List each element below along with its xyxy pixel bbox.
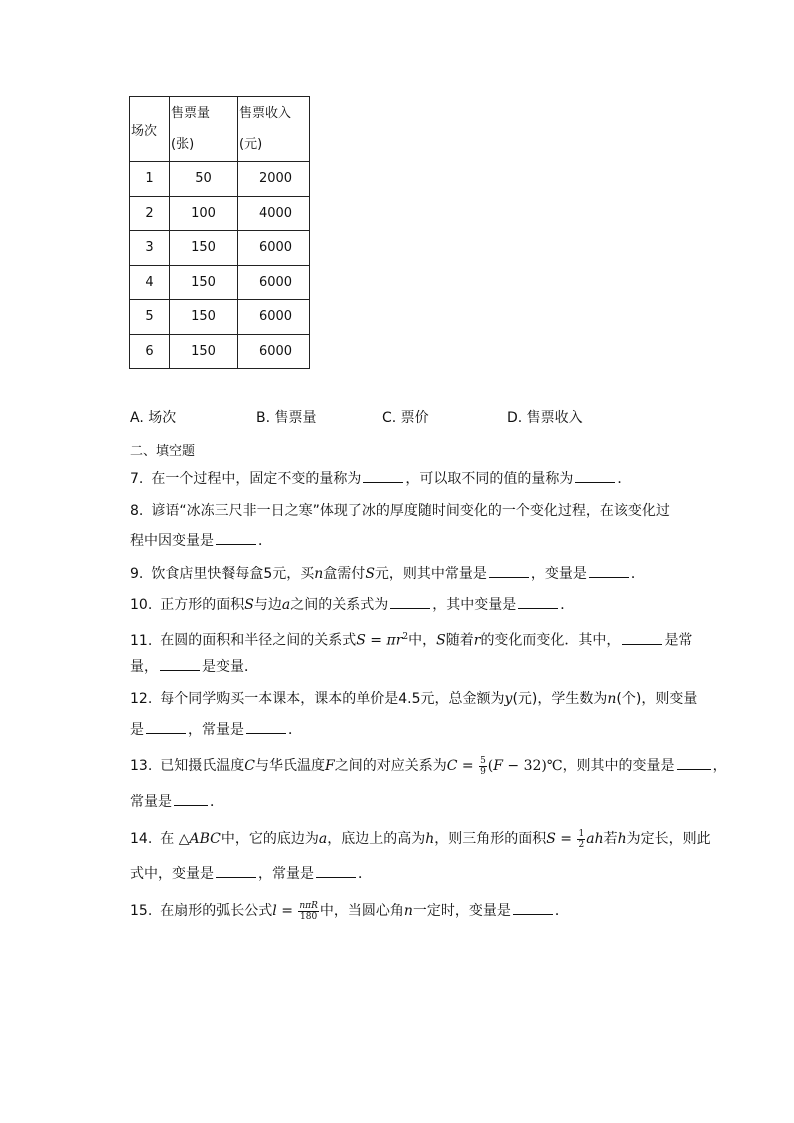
- question-text: ，变量是: [530, 566, 587, 582]
- question-10: [130, 594, 690, 616]
- question-number: 11.: [130, 632, 153, 649]
- answer-blank: [174, 791, 208, 806]
- question-text: 元，则其中常量是: [374, 566, 487, 582]
- table-row: [130, 231, 310, 266]
- math-exponent: 2: [402, 632, 409, 642]
- math-formula: =: [457, 758, 479, 774]
- question-text: 常量是: [130, 794, 172, 810]
- question-14: [130, 828, 711, 850]
- fraction-denominator: 180: [300, 911, 318, 922]
- question-8: [130, 500, 690, 522]
- fraction-denominator: 9: [480, 766, 486, 777]
- question-number: 8.: [130, 503, 144, 519]
- answer-blank: [146, 719, 186, 734]
- question-text: 与华氏温度: [254, 758, 325, 774]
- question-text: 一定时，变量是: [412, 903, 511, 919]
- table-row: [130, 265, 310, 300]
- answer-blank: [390, 594, 430, 609]
- question-text: 的变化而变化．其中，: [480, 632, 621, 649]
- question-text: 饮食店里快餐每盒5元，买: [151, 566, 315, 582]
- math-variable: h: [425, 831, 435, 847]
- question-text: ．: [210, 794, 224, 810]
- math-variable: r: [473, 632, 481, 649]
- question-text: 是常: [664, 632, 693, 649]
- cell-revenue: 4000: [238, 196, 310, 231]
- cell-revenue: 6000: [238, 231, 310, 266]
- cell-session: 2: [130, 196, 170, 231]
- table-header-row: [130, 97, 310, 162]
- question-text: ，则其中的变量是: [562, 758, 675, 774]
- fraction-numerator: 1: [578, 828, 585, 839]
- cell-tickets: 100: [170, 196, 238, 231]
- math-fraction: [479, 756, 487, 777]
- question-text: 在 △: [160, 831, 190, 847]
- question-number: 15.: [130, 903, 153, 919]
- question-text: 随着: [445, 632, 474, 649]
- answer-blank: [489, 563, 529, 578]
- math-formula: − 32)℃: [502, 758, 563, 774]
- question-13: [130, 755, 727, 777]
- math-variable: S: [436, 632, 446, 649]
- question-13-line-2: [130, 791, 690, 813]
- math-variable: S: [244, 597, 254, 613]
- question-8-line-2: [130, 530, 690, 552]
- question-11: [130, 626, 693, 652]
- cell-tickets: 150: [170, 231, 238, 266]
- table-row: [130, 196, 310, 231]
- question-text: ．: [560, 597, 575, 613]
- math-variable: a: [281, 597, 291, 613]
- header-session-label: 场次: [131, 123, 158, 139]
- question-text: ．: [288, 722, 302, 738]
- question-text: ，可以取不同的值的量称为: [405, 471, 574, 487]
- cell-tickets: 50: [170, 162, 238, 197]
- question-text: ，常量是: [258, 866, 314, 882]
- cell-revenue: 6000: [238, 265, 310, 300]
- cell-revenue: 6000: [238, 300, 310, 335]
- question-15: [130, 900, 690, 922]
- question-12-line-2: [130, 719, 690, 741]
- question-number: 14.: [130, 831, 153, 847]
- math-variable: h: [617, 831, 627, 847]
- question-text: ．: [630, 566, 645, 582]
- header-tickets-sold: [170, 97, 238, 162]
- cell-revenue: 6000: [238, 334, 310, 369]
- question-14-line-2: [130, 863, 690, 885]
- question-text: ，常量是: [188, 722, 244, 738]
- fraction-denominator: 2: [578, 839, 585, 850]
- ticket-sales-table: [129, 96, 310, 369]
- question-text: 式中，变量是: [130, 866, 214, 882]
- answer-blank: [513, 900, 553, 915]
- answer-options: [130, 407, 650, 427]
- math-formula: S: [356, 632, 366, 649]
- cell-session: 1: [130, 162, 170, 197]
- header-revenue-unit: (元): [239, 137, 263, 152]
- math-formula: l: [272, 903, 277, 919]
- fraction-numerator: nπR: [299, 900, 318, 911]
- question-number: 12.: [130, 691, 153, 707]
- answer-blank: [216, 863, 256, 878]
- answer-blank: [589, 563, 629, 578]
- question-text: 程中因变量是: [130, 533, 214, 549]
- question-text: 是: [130, 722, 144, 738]
- question-text: 盒需付: [323, 566, 366, 582]
- math-formula: ah: [586, 831, 604, 847]
- fraction-numerator: 5: [480, 755, 486, 766]
- question-text: ．: [358, 866, 372, 882]
- answer-blank: [363, 468, 403, 483]
- cell-tickets: 150: [170, 334, 238, 369]
- answer-blank: [575, 468, 615, 483]
- question-text: 之间的关系式为: [290, 597, 389, 613]
- cell-session: 5: [130, 300, 170, 335]
- question-text: ，: [712, 758, 727, 774]
- question-text: 量，: [130, 659, 158, 675]
- question-text: ．: [258, 533, 272, 549]
- cell-revenue: 2000: [238, 162, 310, 197]
- header-revenue: [238, 97, 310, 162]
- question-number: 10.: [130, 597, 153, 613]
- table-row: [130, 300, 310, 335]
- math-formula: S: [546, 831, 556, 847]
- math-formula: =: [276, 903, 298, 919]
- option-d: D. 售票收入: [507, 410, 583, 426]
- question-text: 在圆的面积和半径之间的关系式: [160, 632, 357, 649]
- answer-blank: [622, 630, 662, 645]
- header-revenue-label: 售票收入: [239, 106, 292, 121]
- question-text: 每个同学购买一本课本，课本的单价是4.5元，总金额为: [160, 691, 505, 707]
- question-text: 在一个过程中，固定不变的量称为: [151, 471, 362, 487]
- header-tickets-sold-label: 售票量: [171, 106, 211, 121]
- math-variable: F: [324, 758, 335, 774]
- answer-blank: [216, 530, 256, 545]
- answer-blank: [246, 719, 286, 734]
- math-formula: C: [446, 758, 458, 774]
- question-text: (个)，则变量: [616, 691, 698, 707]
- question-text: 正方形的面积: [160, 597, 245, 613]
- header-session: [130, 97, 170, 162]
- question-9: [130, 563, 690, 585]
- question-number: 7.: [130, 471, 144, 487]
- math-variable: n: [314, 566, 324, 582]
- cell-tickets: 150: [170, 300, 238, 335]
- question-number: 9.: [130, 566, 144, 582]
- option-c: C. 票价: [382, 410, 429, 426]
- cell-tickets: 150: [170, 265, 238, 300]
- question-text: 是变量．: [202, 659, 258, 675]
- math-variable: n: [607, 691, 617, 707]
- option-a: A. 场次: [130, 410, 177, 426]
- answer-blank: [518, 594, 558, 609]
- question-text: 中，当圆心角: [319, 903, 404, 919]
- table-row: [130, 162, 310, 197]
- header-tickets-sold-unit: (张): [171, 137, 195, 152]
- answer-blank: [160, 656, 200, 671]
- math-formula: (: [487, 758, 494, 774]
- question-text: (元)，学生数为: [512, 691, 608, 707]
- math-fraction: [577, 829, 585, 850]
- math-variable: y: [504, 691, 513, 707]
- question-text: ，底边上的高为: [327, 831, 426, 847]
- section-title: 二、填空题: [130, 444, 196, 459]
- math-variable: n: [403, 903, 413, 919]
- question-text: ，其中变量是: [432, 597, 517, 613]
- question-text: 在扇形的弧长公式: [160, 903, 273, 919]
- question-text: ，则三角形的面积: [434, 831, 547, 847]
- math-variable: C: [244, 758, 255, 774]
- question-text: 之间的对应关系为: [334, 758, 447, 774]
- math-formula: =: [365, 632, 387, 649]
- math-variable: a: [318, 831, 328, 847]
- math-fraction: [298, 901, 319, 922]
- math-formula: r: [395, 632, 403, 649]
- question-11-line-2: [130, 656, 690, 678]
- math-variable: ABC: [189, 831, 221, 847]
- question-12: [130, 688, 698, 710]
- math-variable: S: [365, 566, 375, 582]
- math-formula: =: [555, 831, 577, 847]
- cell-session: 3: [130, 231, 170, 266]
- question-text: 谚语“冰冻三尺非一日之寒”体现了冰的厚度随时间变化的一个变化过程，在该变化过: [151, 503, 670, 519]
- question-text: 若: [603, 831, 618, 847]
- answer-blank: [677, 755, 711, 770]
- table-row: [130, 334, 310, 369]
- math-formula: F: [493, 758, 503, 774]
- question-text: 与边: [253, 597, 282, 613]
- question-7: [130, 468, 690, 490]
- math-formula: π: [386, 632, 396, 649]
- answer-blank: [316, 863, 356, 878]
- option-b: B. 售票量: [256, 410, 317, 426]
- question-text: 中，它的底边为: [220, 831, 319, 847]
- cell-session: 4: [130, 265, 170, 300]
- question-text: ．: [554, 903, 569, 919]
- question-text: 中，: [408, 632, 437, 649]
- cell-session: 6: [130, 334, 170, 369]
- question-number: 13.: [130, 758, 153, 774]
- question-text: 为定长，则此: [626, 831, 711, 847]
- question-text: ．: [617, 471, 632, 487]
- question-text: 已知摄氏温度: [160, 758, 245, 774]
